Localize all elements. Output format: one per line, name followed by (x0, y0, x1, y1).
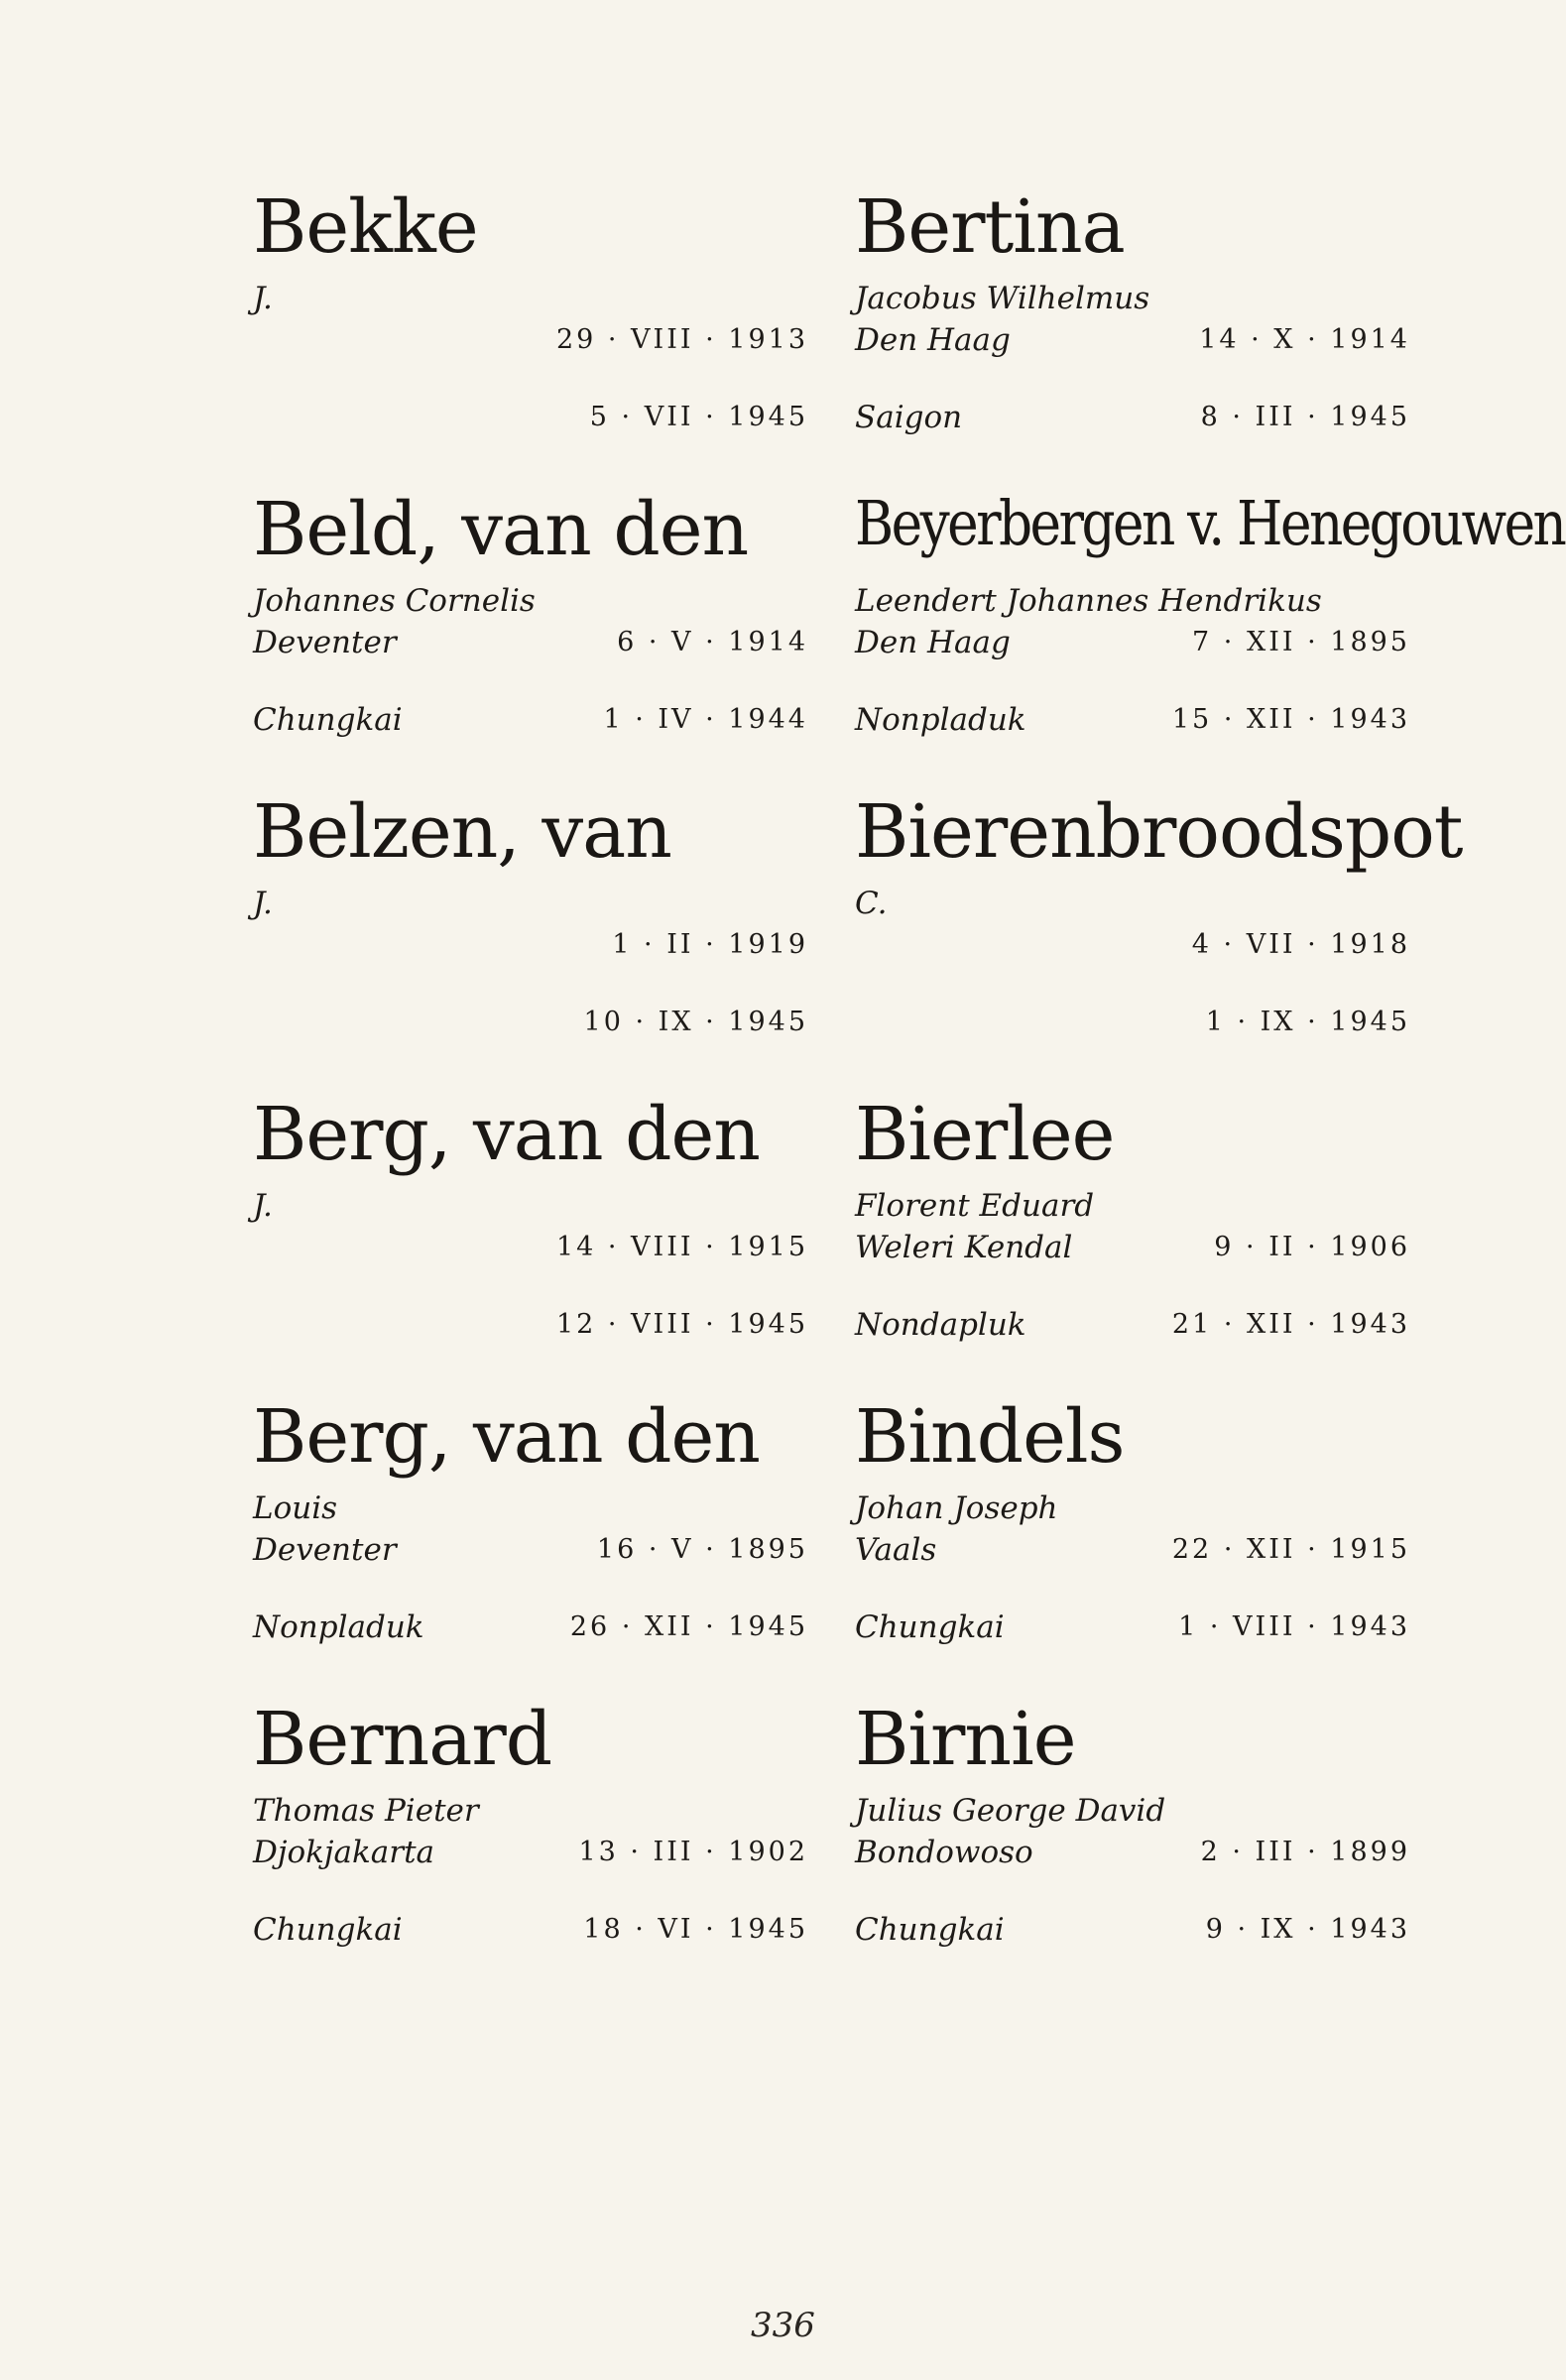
birth-place: Bondowoso (855, 1835, 1033, 1870)
birth-place: Den Haag (855, 625, 1011, 660)
given-name: Johannes Cornelis (253, 583, 536, 619)
death-line (253, 1606, 808, 1648)
birth-line (253, 1529, 808, 1571)
left-column (253, 178, 808, 1993)
birth-date: 13 · III · 1902 (578, 1837, 808, 1867)
right-column (855, 178, 1565, 1993)
death-place: Chungkai (253, 702, 403, 738)
surname: Bierlee (855, 1092, 1115, 1177)
death-line (253, 699, 808, 741)
death-date: 12 · VIII · 1945 (555, 1309, 808, 1340)
given-name: Leendert Johannes Hendrikus (855, 583, 1322, 619)
birth-line (253, 924, 808, 966)
birth-place: Djokjakarta (253, 1835, 435, 1870)
entry (253, 1691, 808, 1993)
surname: Berg, van den (253, 1092, 760, 1177)
death-line (253, 1304, 808, 1346)
given-name-line (253, 883, 808, 924)
given-name: Johan Joseph (855, 1490, 1058, 1526)
birth-place: Vaals (855, 1532, 937, 1568)
given-name: C. (855, 886, 888, 921)
birth-line (253, 622, 808, 663)
entry (855, 1691, 1410, 1993)
birth-date: 16 · V · 1895 (596, 1534, 808, 1565)
entry (253, 1388, 808, 1691)
page-number: 336 (751, 2306, 815, 2345)
birth-line (855, 622, 1410, 663)
birth-date: 7 · XII · 1895 (1192, 627, 1410, 657)
birth-date: 29 · VIII · 1913 (555, 324, 808, 355)
given-name-line (253, 278, 808, 319)
death-place: Nonpladuk (855, 702, 1026, 738)
entry (855, 178, 1410, 481)
surname: Bindels (855, 1394, 1125, 1480)
birth-line (855, 1529, 1410, 1571)
entry (855, 783, 1463, 1086)
entry (855, 481, 1565, 783)
death-place: Nondapluk (855, 1307, 1026, 1343)
given-name: J. (253, 886, 273, 921)
death-line (855, 1304, 1410, 1346)
given-name-line (855, 278, 1410, 319)
birth-date: 22 · XII · 1915 (1171, 1534, 1410, 1565)
surname: Belzen, van (253, 789, 671, 875)
given-name-line (855, 1790, 1410, 1832)
given-name: J. (253, 1188, 273, 1224)
death-date: 1 · VIII · 1943 (1178, 1611, 1410, 1642)
death-line (253, 397, 808, 438)
entry (253, 481, 808, 783)
surname: Berg, van den (253, 1394, 760, 1480)
birth-line (855, 1227, 1410, 1268)
given-name: Jacobus Wilhelmus (855, 281, 1150, 316)
death-place: Nonpladuk (253, 1609, 424, 1645)
birth-line (253, 319, 808, 361)
surname: Bernard (253, 1697, 552, 1782)
birth-date: 14 · X · 1914 (1199, 324, 1410, 355)
birth-date: 6 · V · 1914 (617, 627, 808, 657)
entry (855, 1086, 1410, 1388)
birth-date: 14 · VIII · 1915 (555, 1232, 808, 1262)
death-date: 26 · XII · 1945 (569, 1611, 808, 1642)
death-line (855, 1606, 1410, 1648)
birth-place: Deventer (253, 1532, 397, 1568)
entry (253, 178, 808, 481)
surname: Bierenbroodspot (855, 789, 1463, 875)
death-date: 21 · XII · 1943 (1171, 1309, 1410, 1340)
birth-line (855, 924, 1410, 966)
birth-date: 9 · II · 1906 (1214, 1232, 1410, 1262)
entry (253, 1086, 808, 1388)
surname: Bertina (855, 184, 1125, 270)
death-line (855, 1002, 1410, 1043)
given-name-line (855, 580, 1410, 622)
death-date: 10 · IX · 1945 (583, 1007, 808, 1037)
given-name-line (855, 883, 1410, 924)
death-date: 8 · III · 1945 (1200, 402, 1410, 432)
death-date: 18 · VI · 1945 (583, 1914, 808, 1945)
given-name-line (855, 1185, 1410, 1227)
death-date: 1 · IV · 1944 (603, 704, 808, 735)
birth-line (855, 1832, 1410, 1873)
death-place: Chungkai (253, 1912, 403, 1948)
surname: Bekke (253, 184, 478, 270)
death-date: 1 · IX · 1945 (1205, 1007, 1410, 1037)
given-name-line (253, 1488, 808, 1529)
death-date: 9 · IX · 1943 (1205, 1914, 1410, 1945)
birth-line (253, 1832, 808, 1873)
death-line (855, 699, 1410, 741)
surname: Beyerbergen v. Henegouwen (855, 487, 1565, 559)
death-line (855, 1909, 1410, 1951)
given-name-line (855, 1488, 1410, 1529)
birth-date: 1 · II · 1919 (612, 929, 808, 960)
birth-place: Den Haag (855, 322, 1011, 358)
given-name: Florent Eduard (855, 1188, 1095, 1224)
surname: Birnie (855, 1697, 1076, 1782)
given-name: Louis (253, 1490, 338, 1526)
death-place: Saigon (855, 400, 963, 435)
birth-date: 2 · III · 1899 (1200, 1837, 1410, 1867)
death-line (253, 1002, 808, 1043)
birth-place: Deventer (253, 625, 397, 660)
death-date: 5 · VII · 1945 (589, 402, 808, 432)
given-name: Thomas Pieter (253, 1793, 479, 1829)
death-place: Chungkai (855, 1609, 1005, 1645)
birth-date: 4 · VII · 1918 (1191, 929, 1410, 960)
given-name-line (253, 1185, 808, 1227)
death-place: Chungkai (855, 1912, 1005, 1948)
given-name: J. (253, 281, 273, 316)
surname: Beld, van den (253, 487, 749, 572)
death-line (253, 1909, 808, 1951)
entry (253, 783, 808, 1086)
death-line (855, 397, 1410, 438)
given-name-line (253, 1790, 808, 1832)
birth-place: Weleri Kendal (855, 1230, 1073, 1265)
entry (855, 1388, 1410, 1691)
birth-line (253, 1227, 808, 1268)
given-name-line (253, 580, 808, 622)
death-date: 15 · XII · 1943 (1171, 704, 1410, 735)
given-name: Julius George David (855, 1793, 1166, 1829)
birth-line (855, 319, 1410, 361)
